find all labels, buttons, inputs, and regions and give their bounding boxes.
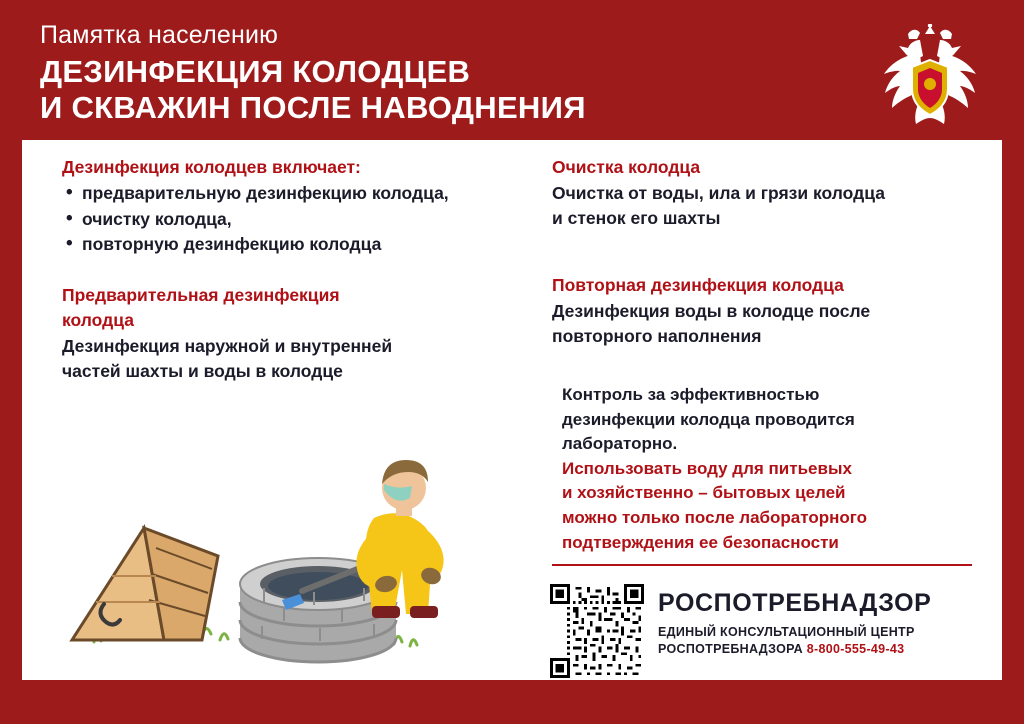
page-title-line1: ДЕЗИНФЕКЦИЯ КОЛОДЦЕВ bbox=[40, 53, 471, 89]
warning-line3: можно только после лабораторного bbox=[562, 508, 868, 528]
repeat-heading: Повторная дезинфекция колодца bbox=[552, 275, 844, 296]
brand-sub-line2 bbox=[658, 641, 931, 658]
control-line2: дезинфекции колодца проводится bbox=[562, 409, 855, 429]
page-title-line2: И СКВАЖИН ПОСЛЕ НАВОДНЕНИЯ bbox=[40, 90, 586, 126]
footer-divider bbox=[552, 564, 972, 566]
worker-disinfecting-well-illustration bbox=[52, 388, 522, 668]
preliminary-heading-line1: Предварительная дезинфекция bbox=[62, 285, 340, 306]
rospotrebnadzor-emblem-icon bbox=[876, 24, 984, 136]
content-card bbox=[22, 140, 1002, 680]
preliminary-text-line2: частей шахты и воды в колодце bbox=[62, 360, 343, 381]
repeat-text-line1: Дезинфекция воды в колодце после bbox=[552, 301, 871, 322]
brand-sub-line1: ЕДИНЫЙ КОНСУЛЬТАЦИОННЫЙ ЦЕНТР bbox=[658, 625, 915, 640]
left-column bbox=[42, 156, 534, 668]
warning-line1: Использовать воду для питьевых bbox=[562, 458, 852, 478]
warning-line4: подтверждения ее безопасности bbox=[562, 532, 839, 552]
repeat-text-line2: повторного наполнения bbox=[552, 326, 762, 347]
qr-code-icon[interactable] bbox=[550, 584, 644, 678]
cleaning-text-line1: Очистка от воды, ила и грязи колодца bbox=[552, 182, 885, 203]
poster-header bbox=[22, 22, 1002, 140]
list-item: • очистку колодца, bbox=[62, 207, 526, 232]
list-item: • предварительную дезинфекцию колодца, bbox=[62, 181, 526, 206]
cleaning-heading: Очистка колодца bbox=[552, 157, 701, 177]
hotline-phone[interactable]: 8-800-555-49-43 bbox=[806, 641, 905, 656]
warning-line2: и хозяйственно – бытовых целей bbox=[562, 483, 846, 503]
control-line1: Контроль за эффективностью bbox=[562, 384, 820, 404]
header-kicker: Памятка населению bbox=[40, 21, 279, 49]
brand-name: РОСПОТРЕБНАДЗОР bbox=[658, 589, 932, 617]
right-column bbox=[534, 156, 982, 668]
preliminary-text-line1: Дезинфекция наружной и внутренней bbox=[62, 335, 393, 356]
page-title bbox=[40, 54, 1002, 127]
control-note bbox=[552, 383, 976, 555]
footer-contact-block bbox=[550, 584, 931, 678]
brand-sub-line2-text: РОСПОТРЕБНАДЗОРА bbox=[658, 641, 803, 656]
control-line3: лабораторно. bbox=[562, 434, 678, 454]
poster-inner bbox=[22, 22, 1002, 704]
brand-block bbox=[658, 584, 931, 657]
list-item: • повторную дезинфекцию колодца bbox=[62, 232, 526, 257]
includes-heading: Дезинфекция колодцев включает: bbox=[62, 157, 361, 177]
preliminary-heading-line2: колодца bbox=[62, 310, 134, 331]
includes-list bbox=[62, 181, 526, 258]
cleaning-text-line2: и стенок его шахты bbox=[552, 207, 721, 228]
